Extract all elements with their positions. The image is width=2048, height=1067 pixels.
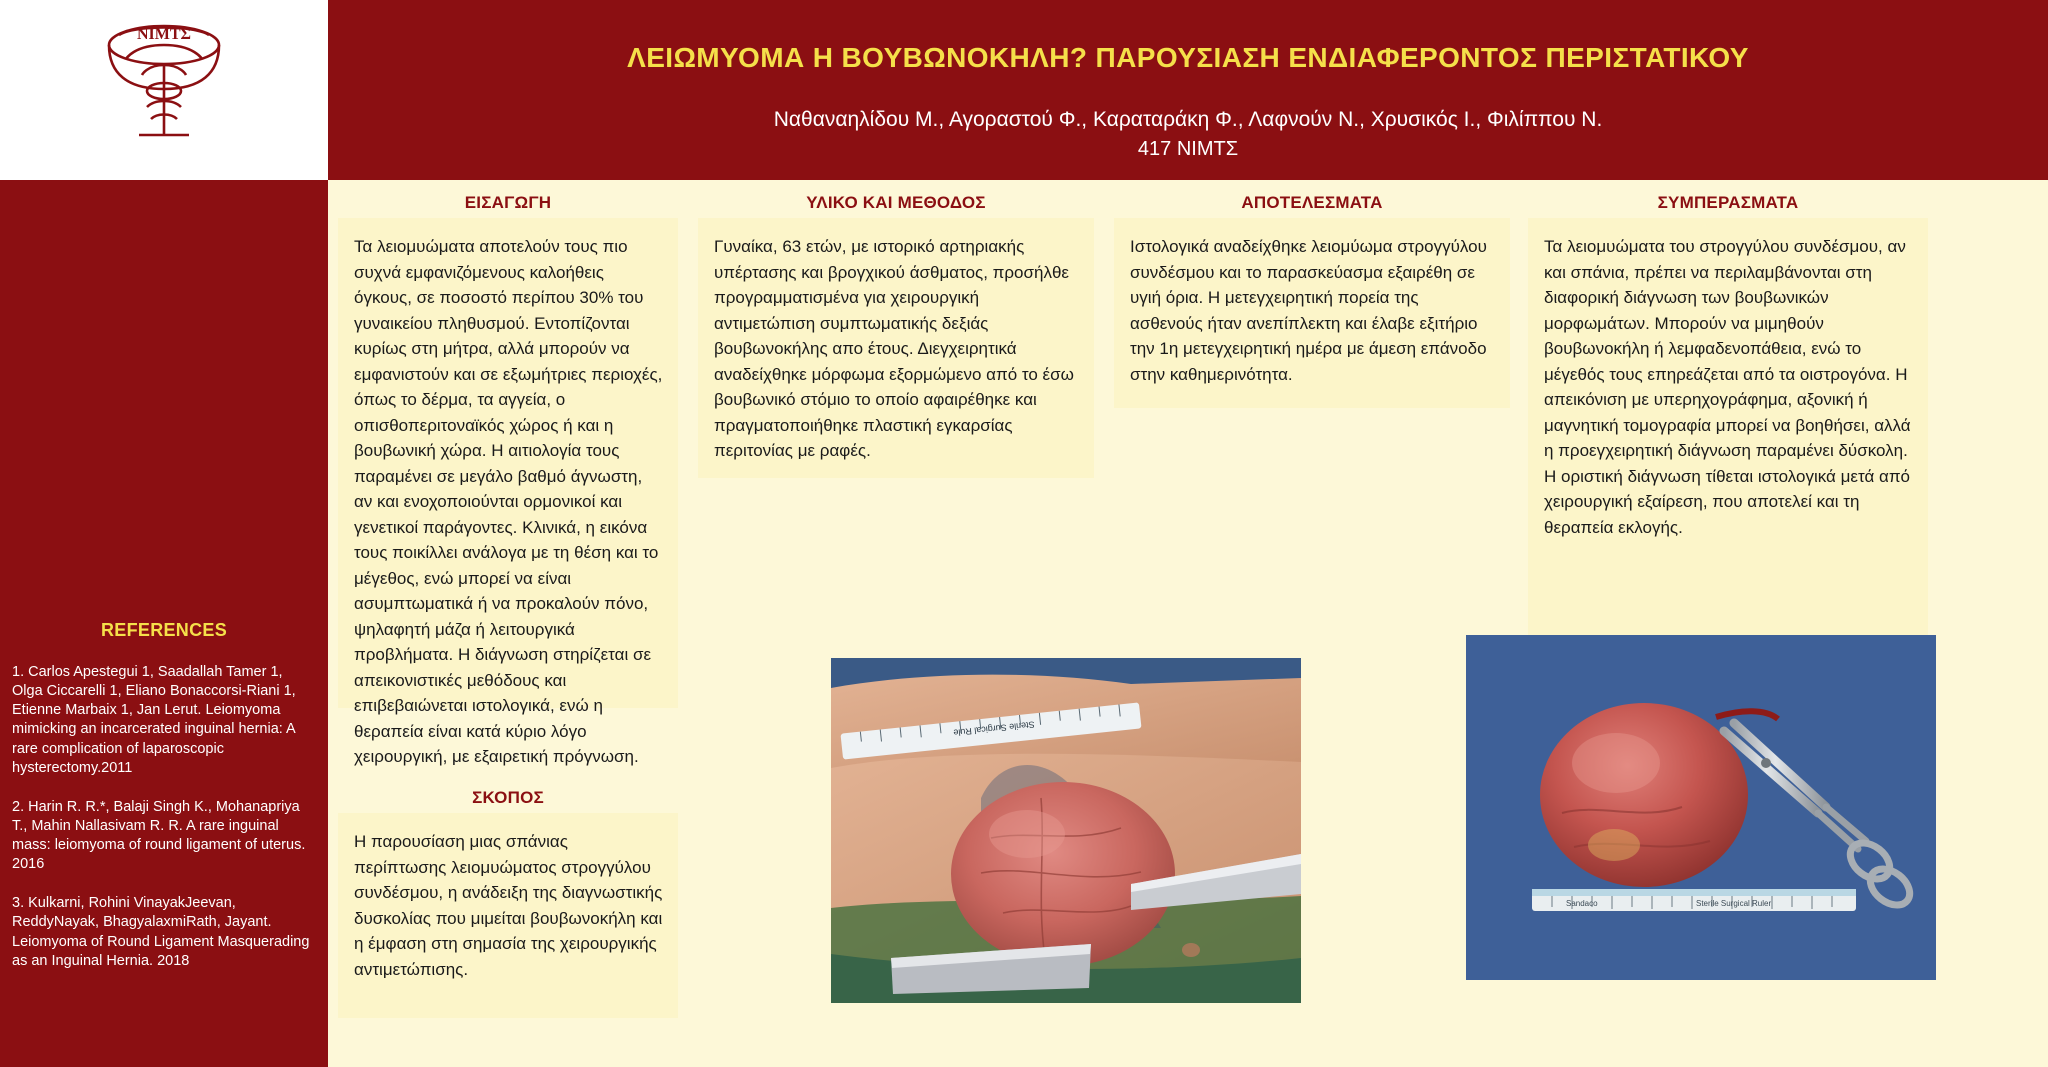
intraoperative-specimen-image <box>831 658 1301 1003</box>
poster-header <box>328 0 2048 180</box>
section-title-results: ΑΠΟΤΕΛΕΣΜΑΤΑ <box>1241 193 1383 212</box>
section-body-methods: Γυναίκα, 63 ετών, με ιστορικό αρτηριακής υπέρτασης και βρογχικού άσθματος, προσήλθε προγραμματισμένα για χειρουργική αντιμετώπιση συμπτωματικής δεξιάς βουβωνοκήλης απο έτους. Διεγχειρητικά αναδείχθηκε μόρφωμα εξορμώμενο από το έσω βουβωνικό στόμιο το οποίο αφαιρέθηκε και πραγματοποιήθηκε πλαστική εγκαρσίας περιτονίας με ραφές. <box>698 218 1094 478</box>
figure-excised-specimen <box>1466 635 1936 980</box>
poster-affiliation: 417 ΝΙΜΤΣ <box>1137 138 1239 161</box>
nimts-logo-icon <box>79 15 249 165</box>
excised-specimen-image <box>1466 635 1936 980</box>
section-title-methods: ΥΛΙΚΟ ΚΑΙ ΜΕΘΟΔΟΣ <box>806 193 986 212</box>
left-sidebar <box>0 0 328 1067</box>
reference-item: 1. Carlos Apestegui 1, Saadallah Tamer 1, Olga Ciccarelli 1, Eliano Bonaccorsi-Riani 1, Etienne Marbaix 1, Jan Lerut. Leiomyoma mimicking an incarcerated inguinal hernia: A rare complication of laparoscopic hysterectomy.2011 <box>12 664 296 776</box>
institution-logo <box>0 0 328 180</box>
svg-text:Sterile Surgical Rule: Sterile Surgical Rule <box>952 719 1036 738</box>
section-title-introduction: ΕΙΣΑΓΩΓΗ <box>464 193 552 212</box>
svg-text:NIMTΣ: NIMTΣ <box>136 26 192 43</box>
references-title: REFERENCES <box>100 620 228 640</box>
svg-text:Sandaco: Sandaco <box>1566 899 1598 908</box>
reference-item: 2. Harin R. R.*, Balaji Singh K., Mohanapriya T., Mahin Nallasivam R. R. A rare inguinal mass: leiomyoma of round ligament of uterus. 2016 <box>12 798 306 873</box>
section-title-conclusions: ΣΥΜΠΕΡΑΣΜΑΤΑ <box>1657 193 1799 212</box>
section-body-scope: Η παρουσίαση μιας σπάνιας περίπτωσης λειομυώματος στρογγύλου συνδέσμου, η ανάδειξη της διαγνωστικής δυσκολίας που μιμείται βουβωνοκήλη και η έμφαση στη σημασία της χειρουργικής αντιμετώπισης. <box>338 813 678 1018</box>
section-title-scope: ΣΚΟΠΟΣ <box>472 788 544 807</box>
poster-title: ΛΕΙΩΜΥΟΜΑ Η ΒΟΥΒΩΝΟΚΗΛΗ? ΠΑΡΟΥΣΙΑΣΗ ΕΝΔΙΑΦΕΡΟΝΤΟΣ ΠΕΡΙΣΤΑΤΙΚΟΥ <box>627 42 1749 73</box>
reference-item: 3. Kulkarni, Rohini VinayakJeevan, ReddyNayak, BhagyalaxmiRath, Jayant. Leiomyoma of Round Ligament Masquerading as an Inguinal Hernia. 2018 <box>12 895 310 969</box>
references-block <box>8 620 320 991</box>
section-body-conclusions: Τα λειομυώματα του στρογγύλου συνδέσμου, αν και σπάνια, πρέπει να περιλαμβάνονται στη διαφορική διάγνωση των βουβωνικών μορφωμάτων. Μπορούν να μιμηθούν βουβωνοκήλη ή λεμφαδενοπάθεια, ενώ το μέγεθός τους επηρεάζεται από τα οιστρογόνα. Η απεικόνιση με υπερηχογράφημα, αξονική ή μαγνητική τομογραφία μπορεί να βοηθήσει, αλλά η προεγχειρητική διάγνωση παραμένει δύσκολη. Η οριστική διάγνωση τίθεται ιστολογικά μετά από χειρουργική εξαίρεση, που αποτελεί και τη θεραπεία εκλογής. <box>1528 218 1928 778</box>
poster-authors: Ναθαναηλίδου Μ., Αγοραστού Φ., Καραταράκη Φ., Λαφνούν Ν., Χρυσικός Ι., Φιλίππου Ν. <box>773 108 1603 131</box>
svg-text:Sterile Surgical Ruler: Sterile Surgical Ruler <box>1696 899 1772 908</box>
poster-body <box>328 180 2048 1067</box>
section-body-results: Ιστολογικά αναδείχθηκε λειομύωμα στρογγύλου συνδέσμου και το παρασκεύασμα εξαιρέθη σε υγιή όρια. Η μετεγχειρητική πορεία της ασθενούς ήταν ανεπίπλεκτη και έλαβε εξιτήριο την 1η μετεγχειρητική ημέρα με άμεση επάνοδο στην καθημερινότητα. <box>1114 218 1510 408</box>
figure-intraoperative-specimen <box>831 658 1301 1003</box>
section-body-introduction: Τα λειομυώματα αποτελούν τους πιο συχνά εμφανιζόμενους καλοήθεις όγκους, σε ποσοστό περίπου 30% του γυναικείου πληθυσμού. Εντοπίζονται κυρίως στη μήτρα, αλλά μπορούν να εμφανιστούν και σε εξωμήτριες περιοχές, όπως το δέρμα, τα αγγεία, ο οπισθοπεριτοναϊκός χώρος ή και η βουβωνική χώρα. Η αιτιολογία τους παραμένει σε μεγάλο βαθμό άγνωστη, αν και ενοχοποιούνται ορμονικοί και γενετικοί παράγοντες. Κλινικά, η εικόνα τους ποικίλλει ανάλογα με τη θέση και το μέγεθος, ενώ μπορεί να είναι ασυμπτωματικά ή να προκαλούν πόνο, ψηλαφητή μάζα ή λειτουργικά προβλήματα. Η διάγνωση στηρίζεται σε απεικονιστικές μεθόδους και επιβεβαιώνεται ιστολογικά, ενώ η θεραπεία είναι κατά κύριο λόγο χειρουργική, με εξαιρετική πρόγνωση. <box>338 218 678 708</box>
